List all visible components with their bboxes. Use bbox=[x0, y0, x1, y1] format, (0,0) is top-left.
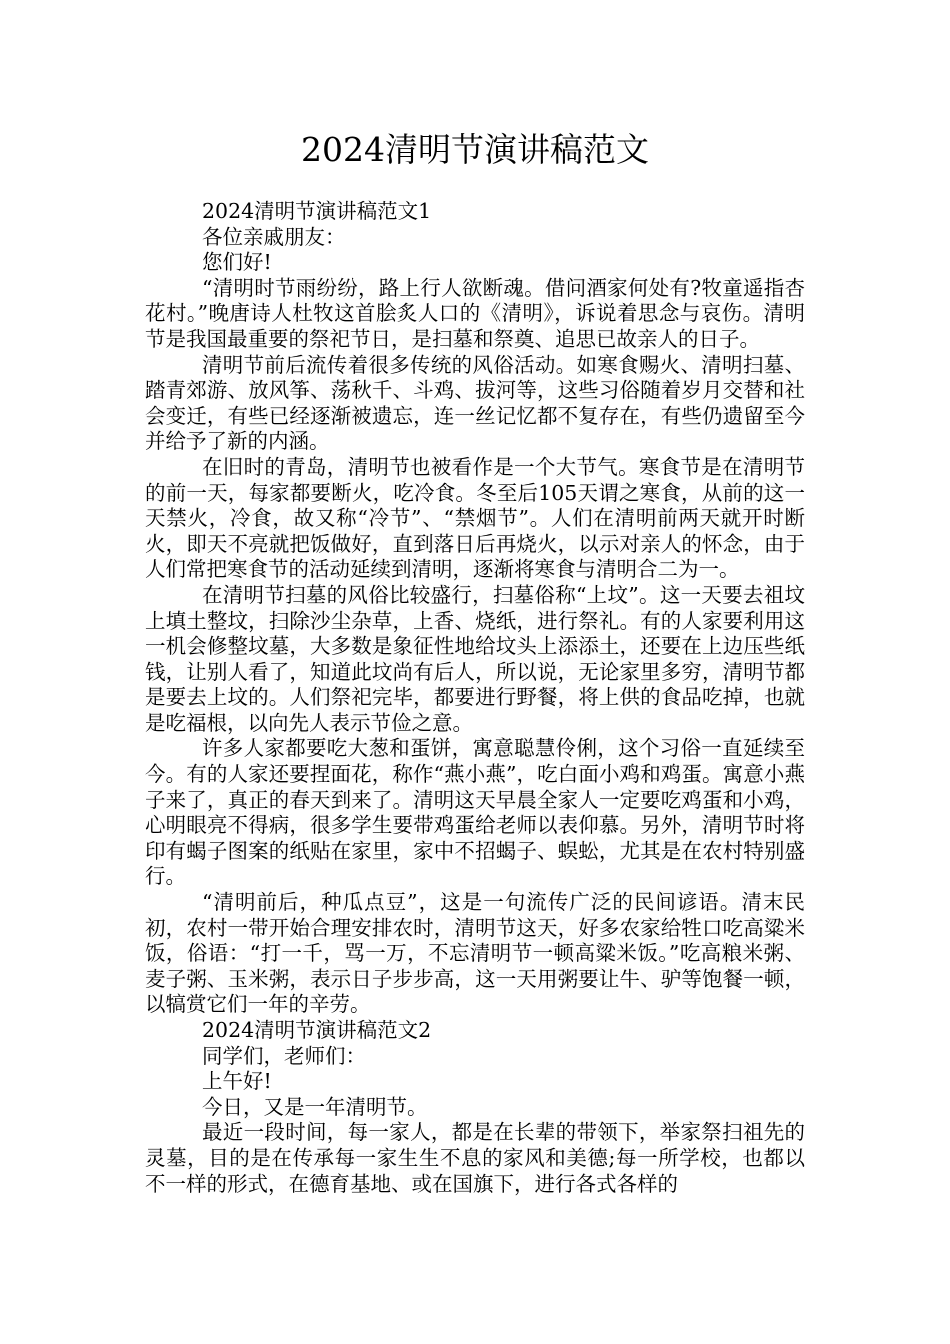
salutation-paragraph: 同学们，老师们： bbox=[201, 1043, 366, 1068]
document-body bbox=[145, 199, 805, 1197]
salutation-paragraph: 各位亲戚朋友： bbox=[201, 224, 346, 249]
body-paragraph: 在清明节扫墓的风俗比较盛行，扫墓俗称“上坟”。这一天要去祖坟上填土整坟，扫除沙尘杂草，上香、烧纸，进行祭礼。有的人家要利用这一机会修整坟墓，大多数是象征性地给坟头上添添土，还要在上边压些纸钱，让别人看了，知道此坟尚有后人，所以说，无论家里多穷，清明节都是要去上坟的。人们祭祀完毕，都要进行野餐，将上供的食品吃掉，也就是吃福根，以向先人表示节俭之意。 bbox=[145, 582, 805, 735]
greeting-paragraph: 上午好! bbox=[201, 1069, 272, 1094]
body-paragraph: “清明前后，种瓜点豆”，这是一句流传广泛的民间谚语。清末民初，农村一带开始合理安排农时，清明节这天，好多农家给牲口吃高粱米饭，俗语：“打一千，骂一万，不忘清明节一顿高粱米饭。”吃高粮米粥、麦子粥、玉米粥，表示日子步步高，这一天用粥要让牛、驴等饱餐一顿，以犒赏它们一年的辛劳。 bbox=[145, 890, 805, 1017]
body-paragraph: 清明节前后流传着很多传统的风俗活动。如寒食赐火、清明扫墓、踏青郊游、放风筝、荡秋千、斗鸡、拔河等，这些习俗随着岁月交替和社会变迁，有些已经逐渐被遗忘，连一丝记忆都不复存在，有些仍遗留至今并给予了新的内涵。 bbox=[145, 352, 805, 454]
greeting-paragraph: 您们好! bbox=[201, 250, 272, 275]
body-paragraph: 在旧时的青岛，清明节也被看作是一个大节气。寒食节是在清明节的前一天，每家都要断火，吃冷食。冬至后105天谓之寒食，从前的这一天禁火，冷食，故又称“冷节”、“禁烟节”。人们在清明前两天就开时断火，即天不亮就把饭做好，直到落日后再烧火，以示对亲人的怀念，由于人们常把寒食节的活动延续到清明，逐渐将寒食与清明合二为一。 bbox=[145, 454, 805, 582]
body-paragraph: 最近一段时间，每一家人，都是在长辈的带领下，举家祭扫祖先的灵墓，目的是在传承每一家生生不息的家风和美德;每一所学校，也都以不一样的形式，在德育基地、或在国旗下，进行各式各样的 bbox=[145, 1120, 805, 1196]
document-title: 2024清明节演讲稿范文 bbox=[301, 130, 649, 169]
body-paragraph: 许多人家都要吃大葱和蛋饼，寓意聪慧伶俐，这个习俗一直延续至今。有的人家还要捏面花，称作“燕小燕”，吃白面小鸡和鸡蛋。寓意小燕子来了，真正的春天到来了。清明这天早晨全家人一定要吃鸡蛋和小鸡，心明眼亮不得病，很多学生要带鸡蛋给老师以表仰慕。另外，清明节时将印有蝎子图案的纸贴在家里，家中不招蝎子、蜈蚣，尤其是在农村特别盛行。 bbox=[145, 736, 805, 889]
body-paragraph: 今日，又是一年清明节。 bbox=[201, 1094, 428, 1119]
section-heading-2: 2024清明节演讲稿范文2 bbox=[201, 1018, 432, 1042]
section-heading-1: 2024清明节演讲稿范文1 bbox=[201, 199, 432, 223]
body-paragraph: “清明时节雨纷纷，路上行人欲断魂。借问酒家何处有?牧童遥指杏花村。”晚唐诗人杜牧这首脍炙人口的《清明》，诉说着思念与哀伤。清明节是我国最重要的祭祀节日，是扫墓和祭奠、追思已故亲人的日子。 bbox=[145, 275, 805, 351]
